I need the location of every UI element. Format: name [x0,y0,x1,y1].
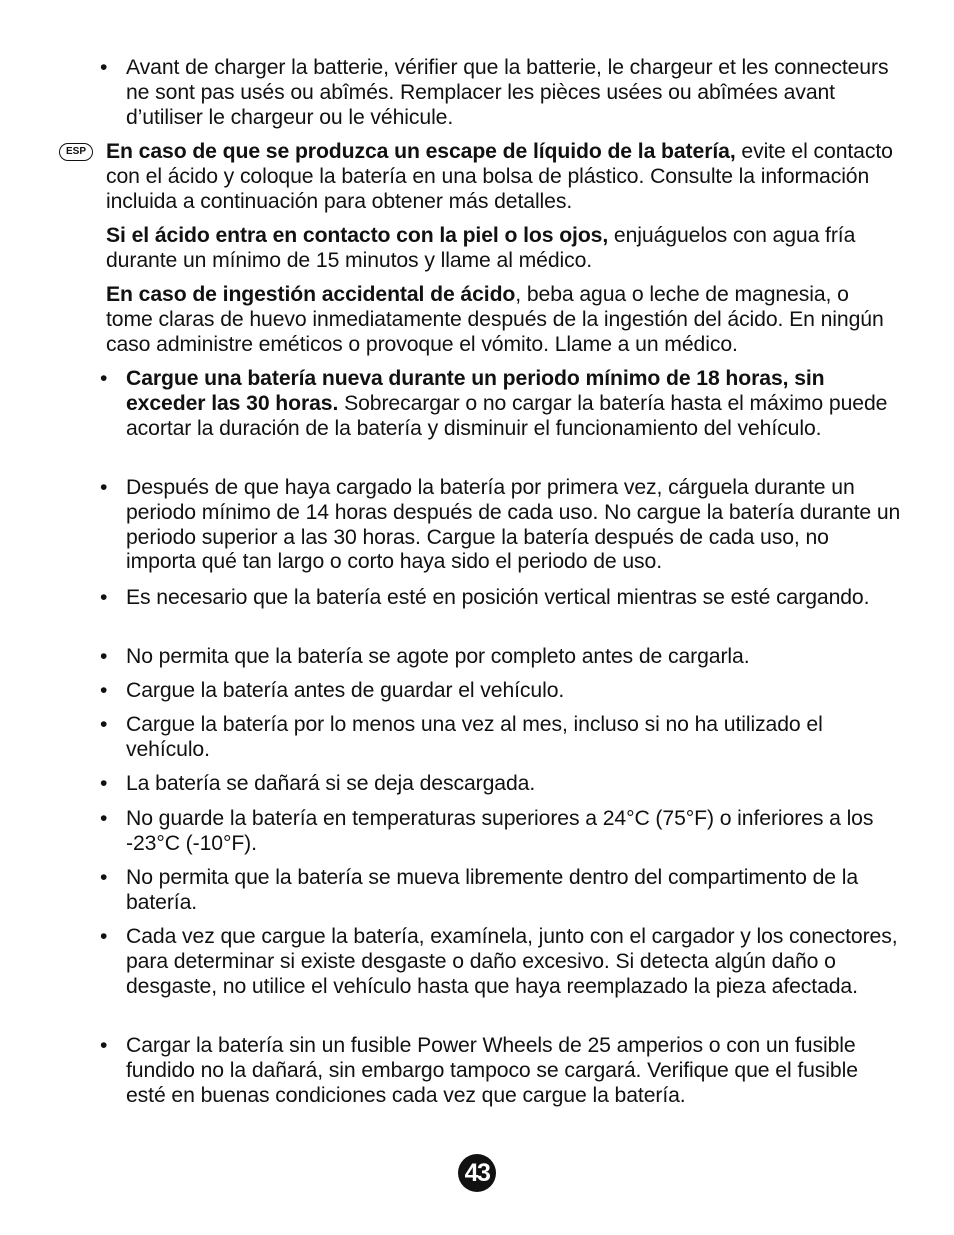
bullet-text: Después de que haya cargado la batería por primera vez, cárguela durante un periodo mínimo de 14 horas después de cada uso. No cargue la batería durante un periodo superior a las 30 horas. Cargue la batería después de cada uso, no importa qué tan largo o corto haya sido el periodo de uso. [126,476,901,574]
french-warning-text: Avant de charger la batterie, vérifier que la batterie, le chargeur et les connecteurs ne sont pas usés ou abîmés. Remplacer les pièces usées ou abîmées avant d’utiliser le chargeur ou le véhicule. [126,56,889,129]
bullet-mark: • [100,866,108,889]
bullet-bold: Cargue una batería nueva durante un periodo mínimo de 18 horas, sin exceder las 30 horas. [126,367,825,415]
ingestion-text: , beba agua o leche de magnesia, o tome claras de huevo inmediatamente después de la ingestión del ácido. En ningún caso administre eméticos o provoque el vómito. Llame a un médico. [106,283,884,356]
bullet-mark: • [100,645,108,668]
leak-bold: En caso de que se produzca un escape de líquido de la batería, [106,140,736,163]
bullet-text: Cada vez que cargue la batería, examínela, junto con el cargador y los conectores, para determinar si existe desgaste o daño excesivo. Si detecta algún daño o desgaste, no utilice el vehículo hasta que haya reemplazado la pieza afectada. [126,925,898,998]
bullet-mark: • [100,807,108,830]
bullet-mark: • [100,1034,108,1057]
bullet-mark: • [100,586,108,609]
bullet-text: Cargue la batería antes de guardar el vehículo. [126,679,565,702]
bullet-text: No permita que la batería se agote por completo antes de cargarla. [126,645,750,668]
bullet-mark: • [100,56,108,79]
bullet-text: No permita que la batería se mueva libremente dentro del compartimento de la batería. [126,866,859,914]
leak-text: evite el contacto con el ácido y coloque la batería en una bolsa de plástico. Consulte la información incluida a continuación para obtener más detalles. [106,140,893,213]
bullet-text: No guarde la batería en temperaturas superiores a 24°C (75°F) o inferiores a los -23°C (-10°F). [126,807,874,855]
charging-bullet-item [100,476,901,575]
bullet-mark: • [100,679,108,702]
skin-bold: Si el ácido entra en contacto con la piel o los ojos, [106,224,609,247]
bullet-mark: • [100,925,108,948]
bullet-mark: • [100,772,108,795]
leak-paragraph [106,140,901,214]
charging-bullet-item [100,645,901,670]
charging-bullet-item [100,1034,901,1108]
charging-bullet-item [100,925,901,999]
bullet-mark: • [100,367,108,390]
bullet-text: Cargar la batería sin un fusible Power Wheels de 25 amperios o con un fusible fundido no la dañará, sin embargo tampoco se cargará. Verifique que el fusible esté en buenas condiciones cada vez que cargue la batería. [126,1034,858,1107]
page-number-badge: 43 [458,1154,496,1192]
skin-contact-paragraph [106,224,901,274]
bullet-text: Cargue la batería por lo menos una vez al mes, incluso si no ha utilizado el vehículo. [126,713,823,761]
bullet-mark: • [100,476,108,499]
bullet-mark: • [100,713,108,736]
bullet-text: Es necesario que la batería esté en posición vertical mientras se esté cargando. [126,586,870,609]
charging-bullet-item [100,866,901,916]
french-warning-item [100,56,901,130]
charging-bullet-item [100,367,901,441]
language-badge-esp: ESP [59,143,93,161]
bullet-text: La batería se dañará si se deja descargada. [126,772,536,795]
charging-bullet-item [100,772,901,797]
charging-bullet-item [100,679,901,704]
charging-bullet-item [100,586,901,611]
ingestion-bold: En caso de ingestión accidental de ácido [106,283,516,306]
ingestion-paragraph [106,283,901,357]
charging-bullet-item [100,807,901,857]
charging-bullet-item [100,713,901,763]
skin-text: enjuáguelos con agua fría durante un mínimo de 15 minutos y llame al médico. [106,224,856,272]
bullet-text: Sobrecargar o no cargar la batería hasta el máximo puede acortar la duración de la batería y disminuir el funcionamiento del vehículo. [126,391,888,440]
